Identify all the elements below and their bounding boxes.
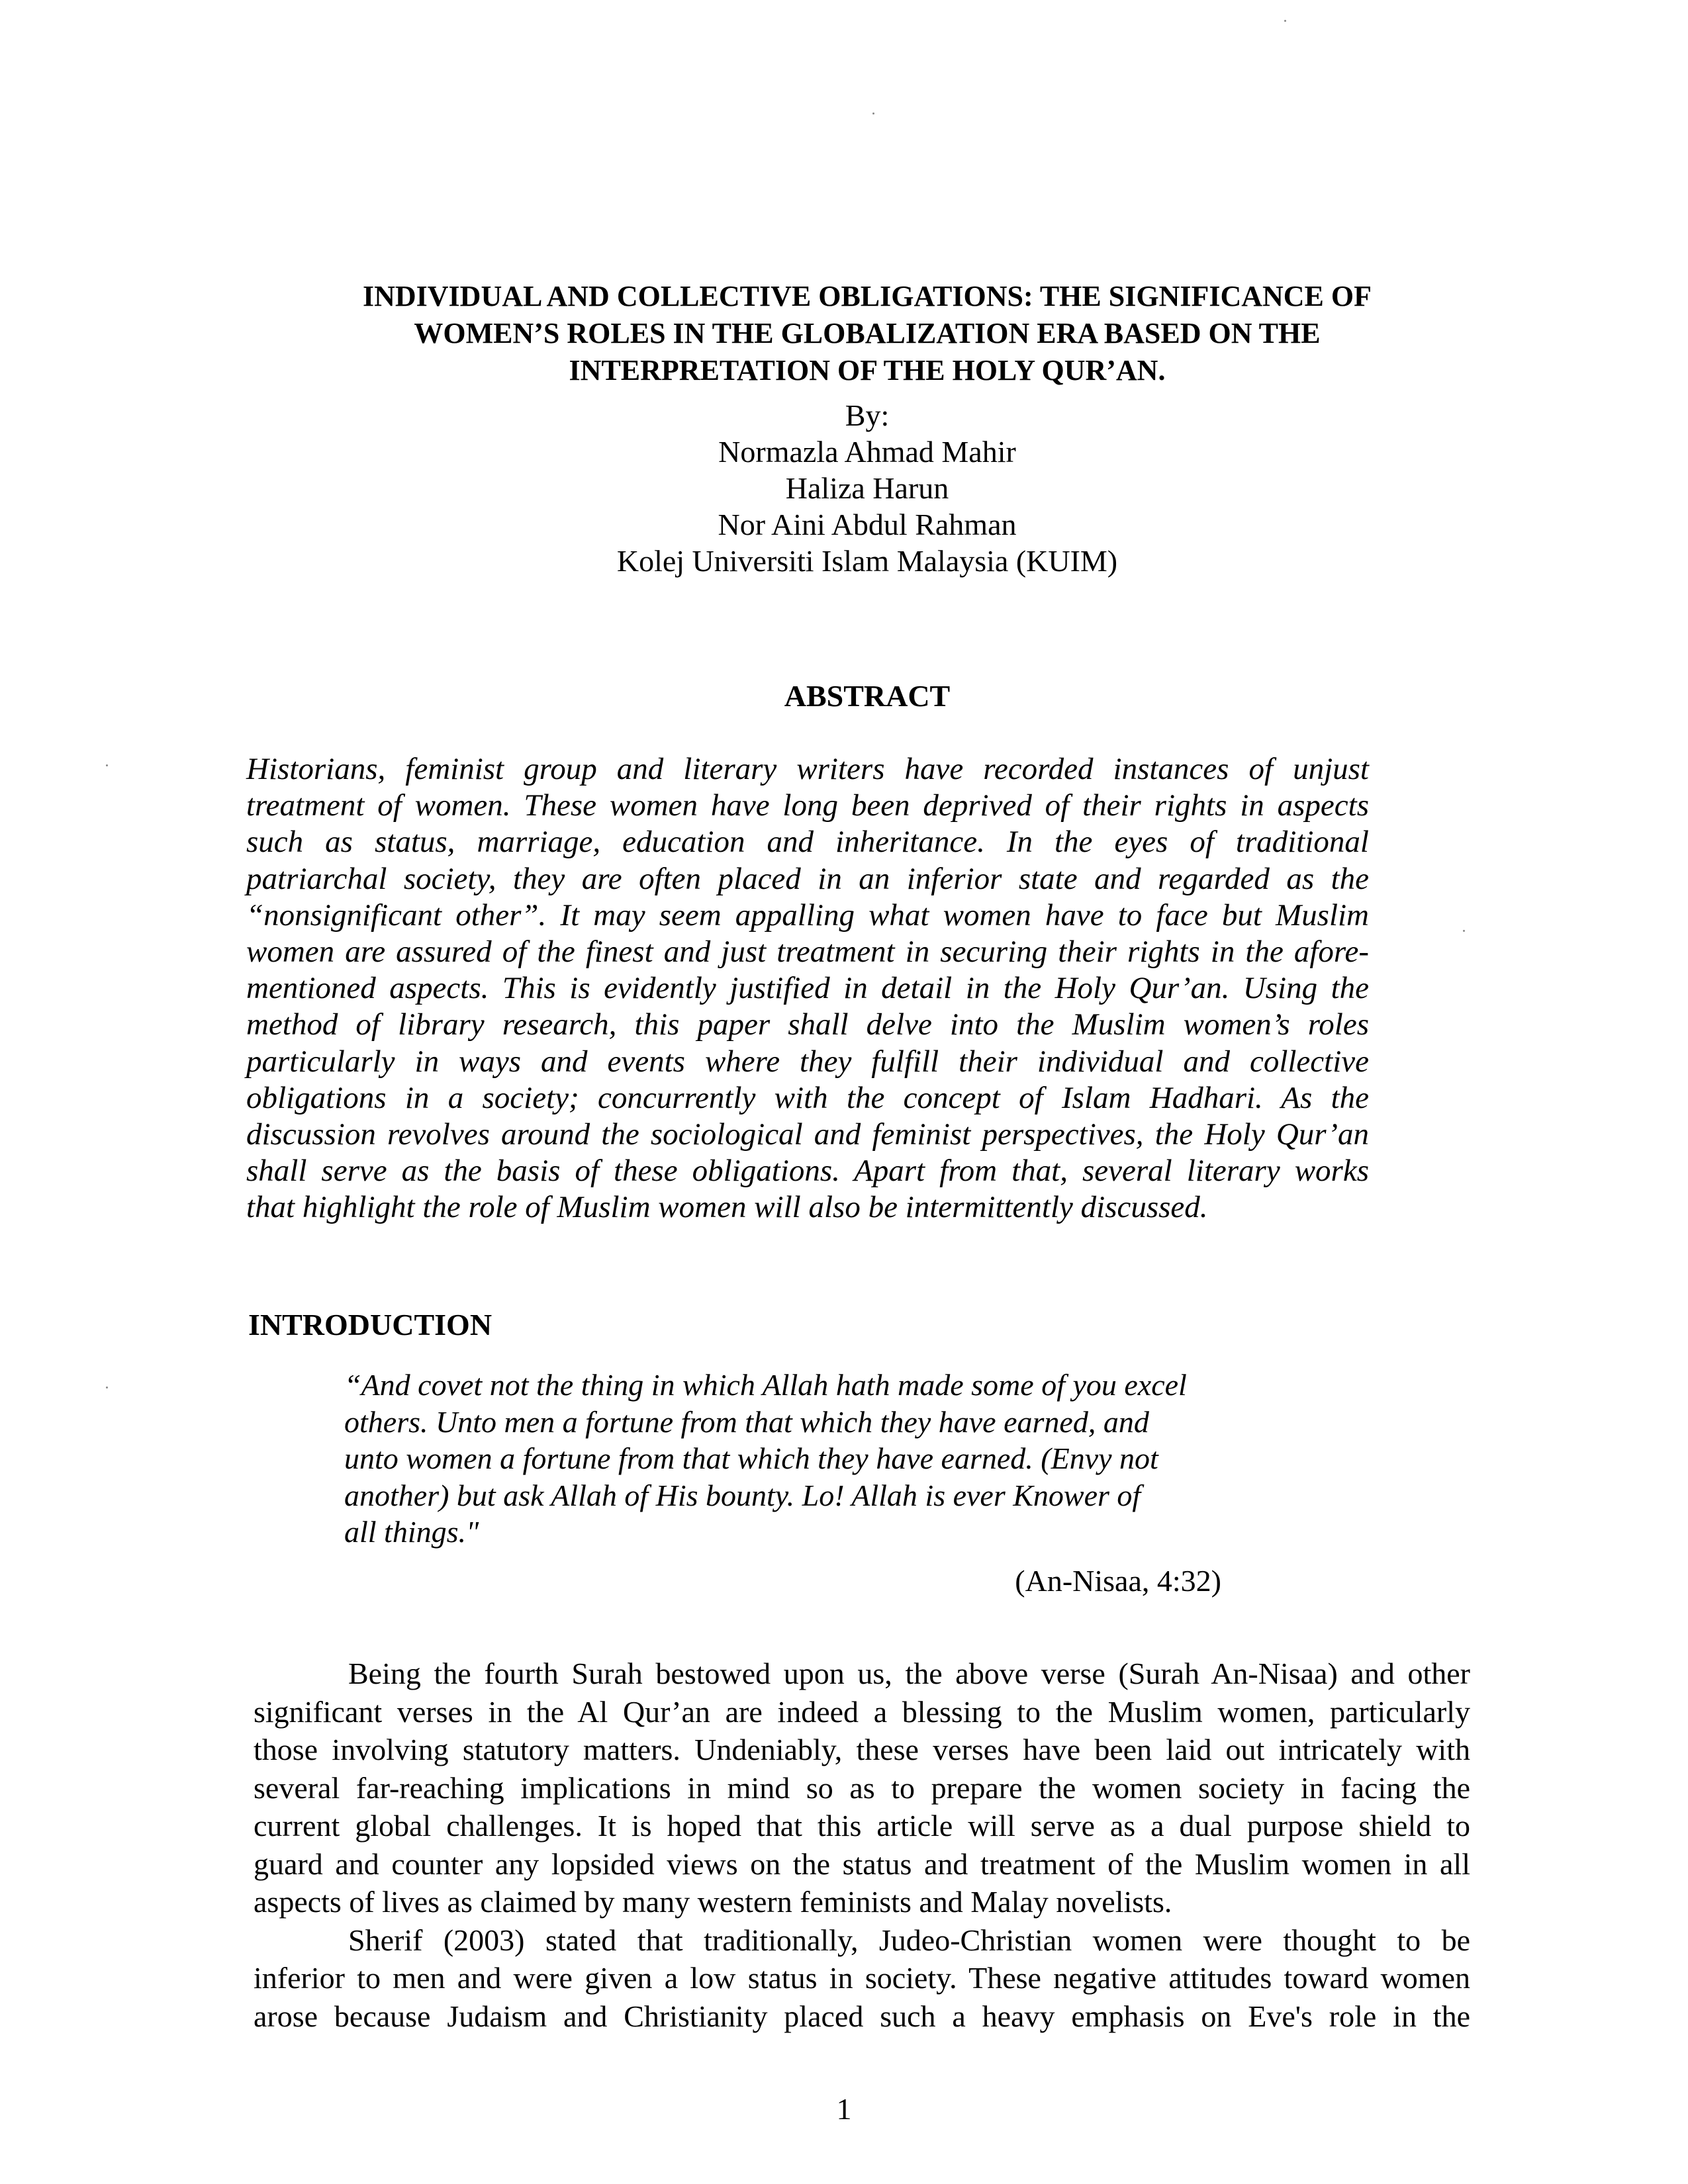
body-line: significant verses in the Al Qur’an are indeed a blessing to the Muslim women, particularly <box>254 1694 1470 1729</box>
body-line: those involving statutory matters. Undeniably, these verses have been laid out intricately with <box>254 1733 1470 1766</box>
author-name: Nor Aini Abdul Rahman <box>718 508 1017 541</box>
body-line: current global challenges. It is hoped that this article will serve as a dual purpose shield to <box>254 1809 1470 1843</box>
by-label: By: <box>845 398 890 432</box>
quote-line: unto women a fortune from that which they have earned. (Envy not <box>344 1441 1158 1475</box>
verse-quote <box>344 1367 1225 1551</box>
abstract-line: Historians, feminist group and literary writers have recorded instances of unjust <box>246 752 1369 786</box>
quote-line: others. Unto men a fortune from that which they have earned, and <box>344 1404 1149 1439</box>
abstract-text <box>246 751 1369 1226</box>
abstract-line: shall serve as the basis of these obligations. Apart from that, several literary works <box>246 1154 1369 1189</box>
author-affiliation: Kolej Universiti Islam Malaysia (KUIM) <box>616 544 1118 578</box>
abstract-line: particularly in ways and events where they fulfill their individual and collective <box>246 1044 1369 1079</box>
quote-line: “And covet not the thing in which Allah hath made some of you excel <box>344 1368 1187 1402</box>
body-line: aspects of lives as claimed by many western feminists and Malay novelists. <box>254 1885 1172 1919</box>
title-line: INDIVIDUAL AND COLLECTIVE OBLIGATIONS: THE SIGNIFICANCE OF <box>362 280 1372 312</box>
quote-line: all things." <box>344 1515 479 1549</box>
scan-speck <box>1463 930 1465 932</box>
body-line: guard and counter any lopsided views on the status and treatment of the Muslim women in all <box>254 1846 1470 1881</box>
abstract-line: patriarchal society, they are often placed in an inferior state and regarded as the <box>246 861 1369 896</box>
abstract-line: “nonsignificant other”. It may seem appalling what women have to face but Muslim <box>246 897 1369 933</box>
scan-speck <box>106 1387 108 1388</box>
paper-title <box>252 278 1483 389</box>
abstract-line: such as status, marriage, education and inheritance. In the eyes of traditional <box>246 825 1369 860</box>
title-line: WOMEN’S ROLES IN THE GLOBALIZATION ERA BASED ON THE <box>414 317 1321 349</box>
abstract-line: women are assured of the finest and just treatment in securing their rights in the afore- <box>246 934 1369 970</box>
abstract-line: discussion revolves around the sociological and feminist perspectives, the Holy Qur’an <box>246 1117 1369 1152</box>
abstract-line: obligations in a society; concurrently with the concept of Islam Hadhari. As the <box>246 1080 1369 1115</box>
quote-line: another) but ask Allah of His bounty. Lo! Allah is ever Knower of <box>344 1478 1141 1512</box>
body-line: inferior to men and were given a low status in society. These negative attitudes toward women <box>254 1961 1470 1995</box>
abstract-line: that highlight the role of Muslim women will also be intermittently discussed. <box>246 1190 1208 1225</box>
body-line: Sherif (2003) stated that traditionally, Judeo-Christian women were thought to be <box>348 1923 1470 1957</box>
body-line: Being the fourth Surah bestowed upon us, the above verse (Surah An-Nisaa) and other <box>348 1657 1470 1690</box>
introduction-body <box>254 1655 1470 2035</box>
quote-reference: (An-Nisaa, 4:32) <box>1015 1564 1221 1598</box>
scan-speck <box>1284 20 1286 22</box>
scan-speck <box>872 113 874 114</box>
page-number: 1 <box>836 2092 852 2126</box>
abstract-line: mentioned aspects. This is evidently justified in detail in the Holy Qur’an. Using the <box>246 971 1369 1006</box>
introduction-heading: INTRODUCTION <box>248 1308 492 1342</box>
body-line: several far-reaching implications in mind so as to prepare the women society in facing the <box>254 1770 1470 1805</box>
scan-speck <box>106 764 108 766</box>
byline <box>252 397 1483 579</box>
title-line: INTERPRETATION OF THE HOLY QUR’AN. <box>569 354 1166 387</box>
abstract-line: method of library research, this paper shall delve into the Muslim women’s roles <box>246 1007 1369 1042</box>
author-name: Haliza Harun <box>785 471 949 505</box>
abstract-heading: ABSTRACT <box>784 679 951 713</box>
author-name: Normazla Ahmad Mahir <box>718 435 1016 469</box>
abstract-line: treatment of women. These women have long been deprived of their rights in aspects <box>246 788 1369 823</box>
body-line: arose because Judaism and Christianity placed such a heavy emphasis on Eve's role in the <box>254 1999 1470 2033</box>
